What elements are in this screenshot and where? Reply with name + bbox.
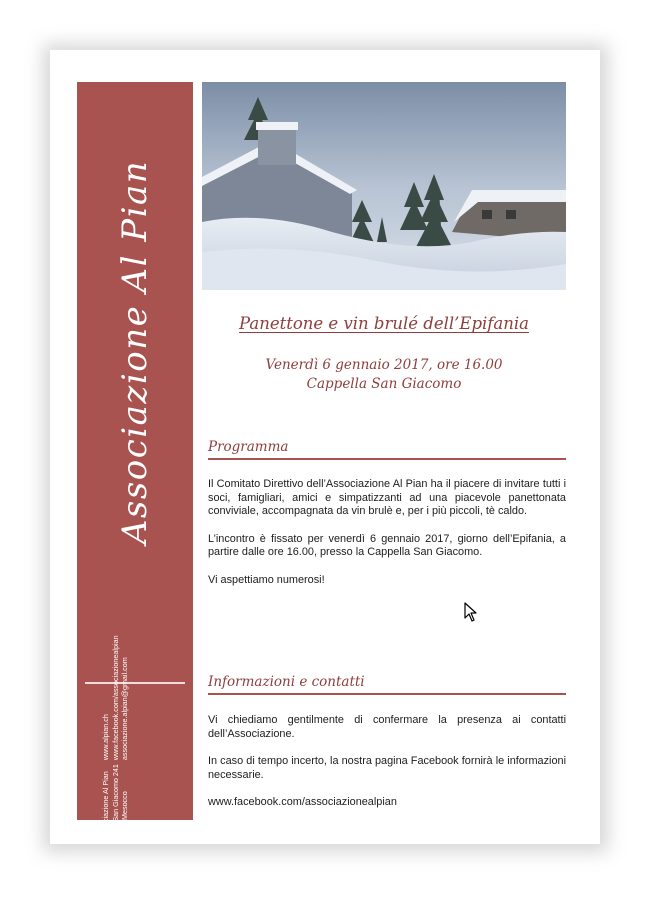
address-line: Pian San Giacomo 241 <box>110 764 120 838</box>
info-heading: Informazioni e contatti <box>208 674 566 695</box>
paragraph: Vi chiediamo gentilmente di confermare la presenza ai contatti dell’Associazione. <box>208 714 566 740</box>
mouse-pointer-icon <box>464 602 478 622</box>
address-line: Associazione Al Pian <box>101 771 110 838</box>
event-location: Cappella San Giacomo <box>306 376 462 392</box>
programma-heading: Programma <box>208 439 566 460</box>
event-datetime <box>202 356 566 394</box>
website-link[interactable]: www.alpian.ch <box>101 714 110 761</box>
paragraph: Il Comitato Direttivo dell’Associazione Al Pian ha il piacere di invitare tutti i soci, famigliari, amici e simpatizzanti ad una piacevole panettonata conviviale, accompagnata da vin brulè e, per i più piccoli, tè caldo. <box>208 478 566 518</box>
links-block <box>101 635 201 760</box>
facebook-link[interactable]: www.facebook.com/associazionealpian <box>110 635 120 761</box>
address-block <box>101 764 201 838</box>
chapel-snow-photo <box>202 82 566 290</box>
info-body <box>208 714 566 824</box>
programma-body <box>208 478 566 602</box>
paragraph: In caso di tempo incerto, la nostra pagina Facebook fornirà le informazioni necessarie. <box>208 755 566 781</box>
email-link[interactable]: associazione.alpian@gmail.com <box>120 657 130 761</box>
paragraph: Vi aspettiamo numerosi! <box>208 573 325 586</box>
event-title: Panettone e vin brulé dell’Epifania <box>239 314 529 333</box>
paragraph: L’incontro è fissato per venerdì 6 gennaio 2017, giorno dell’Epifania, a partire dalle ore 16.00, presso la Cappella San Giacomo. <box>208 532 566 559</box>
event-date: Venerdì 6 gennaio 2017, ore 16.00 <box>265 357 503 373</box>
address-line: 6563 Mesocco <box>120 791 130 838</box>
flyer-page <box>50 50 600 844</box>
contact-info <box>101 635 201 838</box>
facebook-url[interactable]: www.facebook.com/associazionealpian <box>208 796 397 809</box>
association-title: Associazione Al Pian <box>115 159 155 545</box>
sidebar <box>77 82 193 838</box>
